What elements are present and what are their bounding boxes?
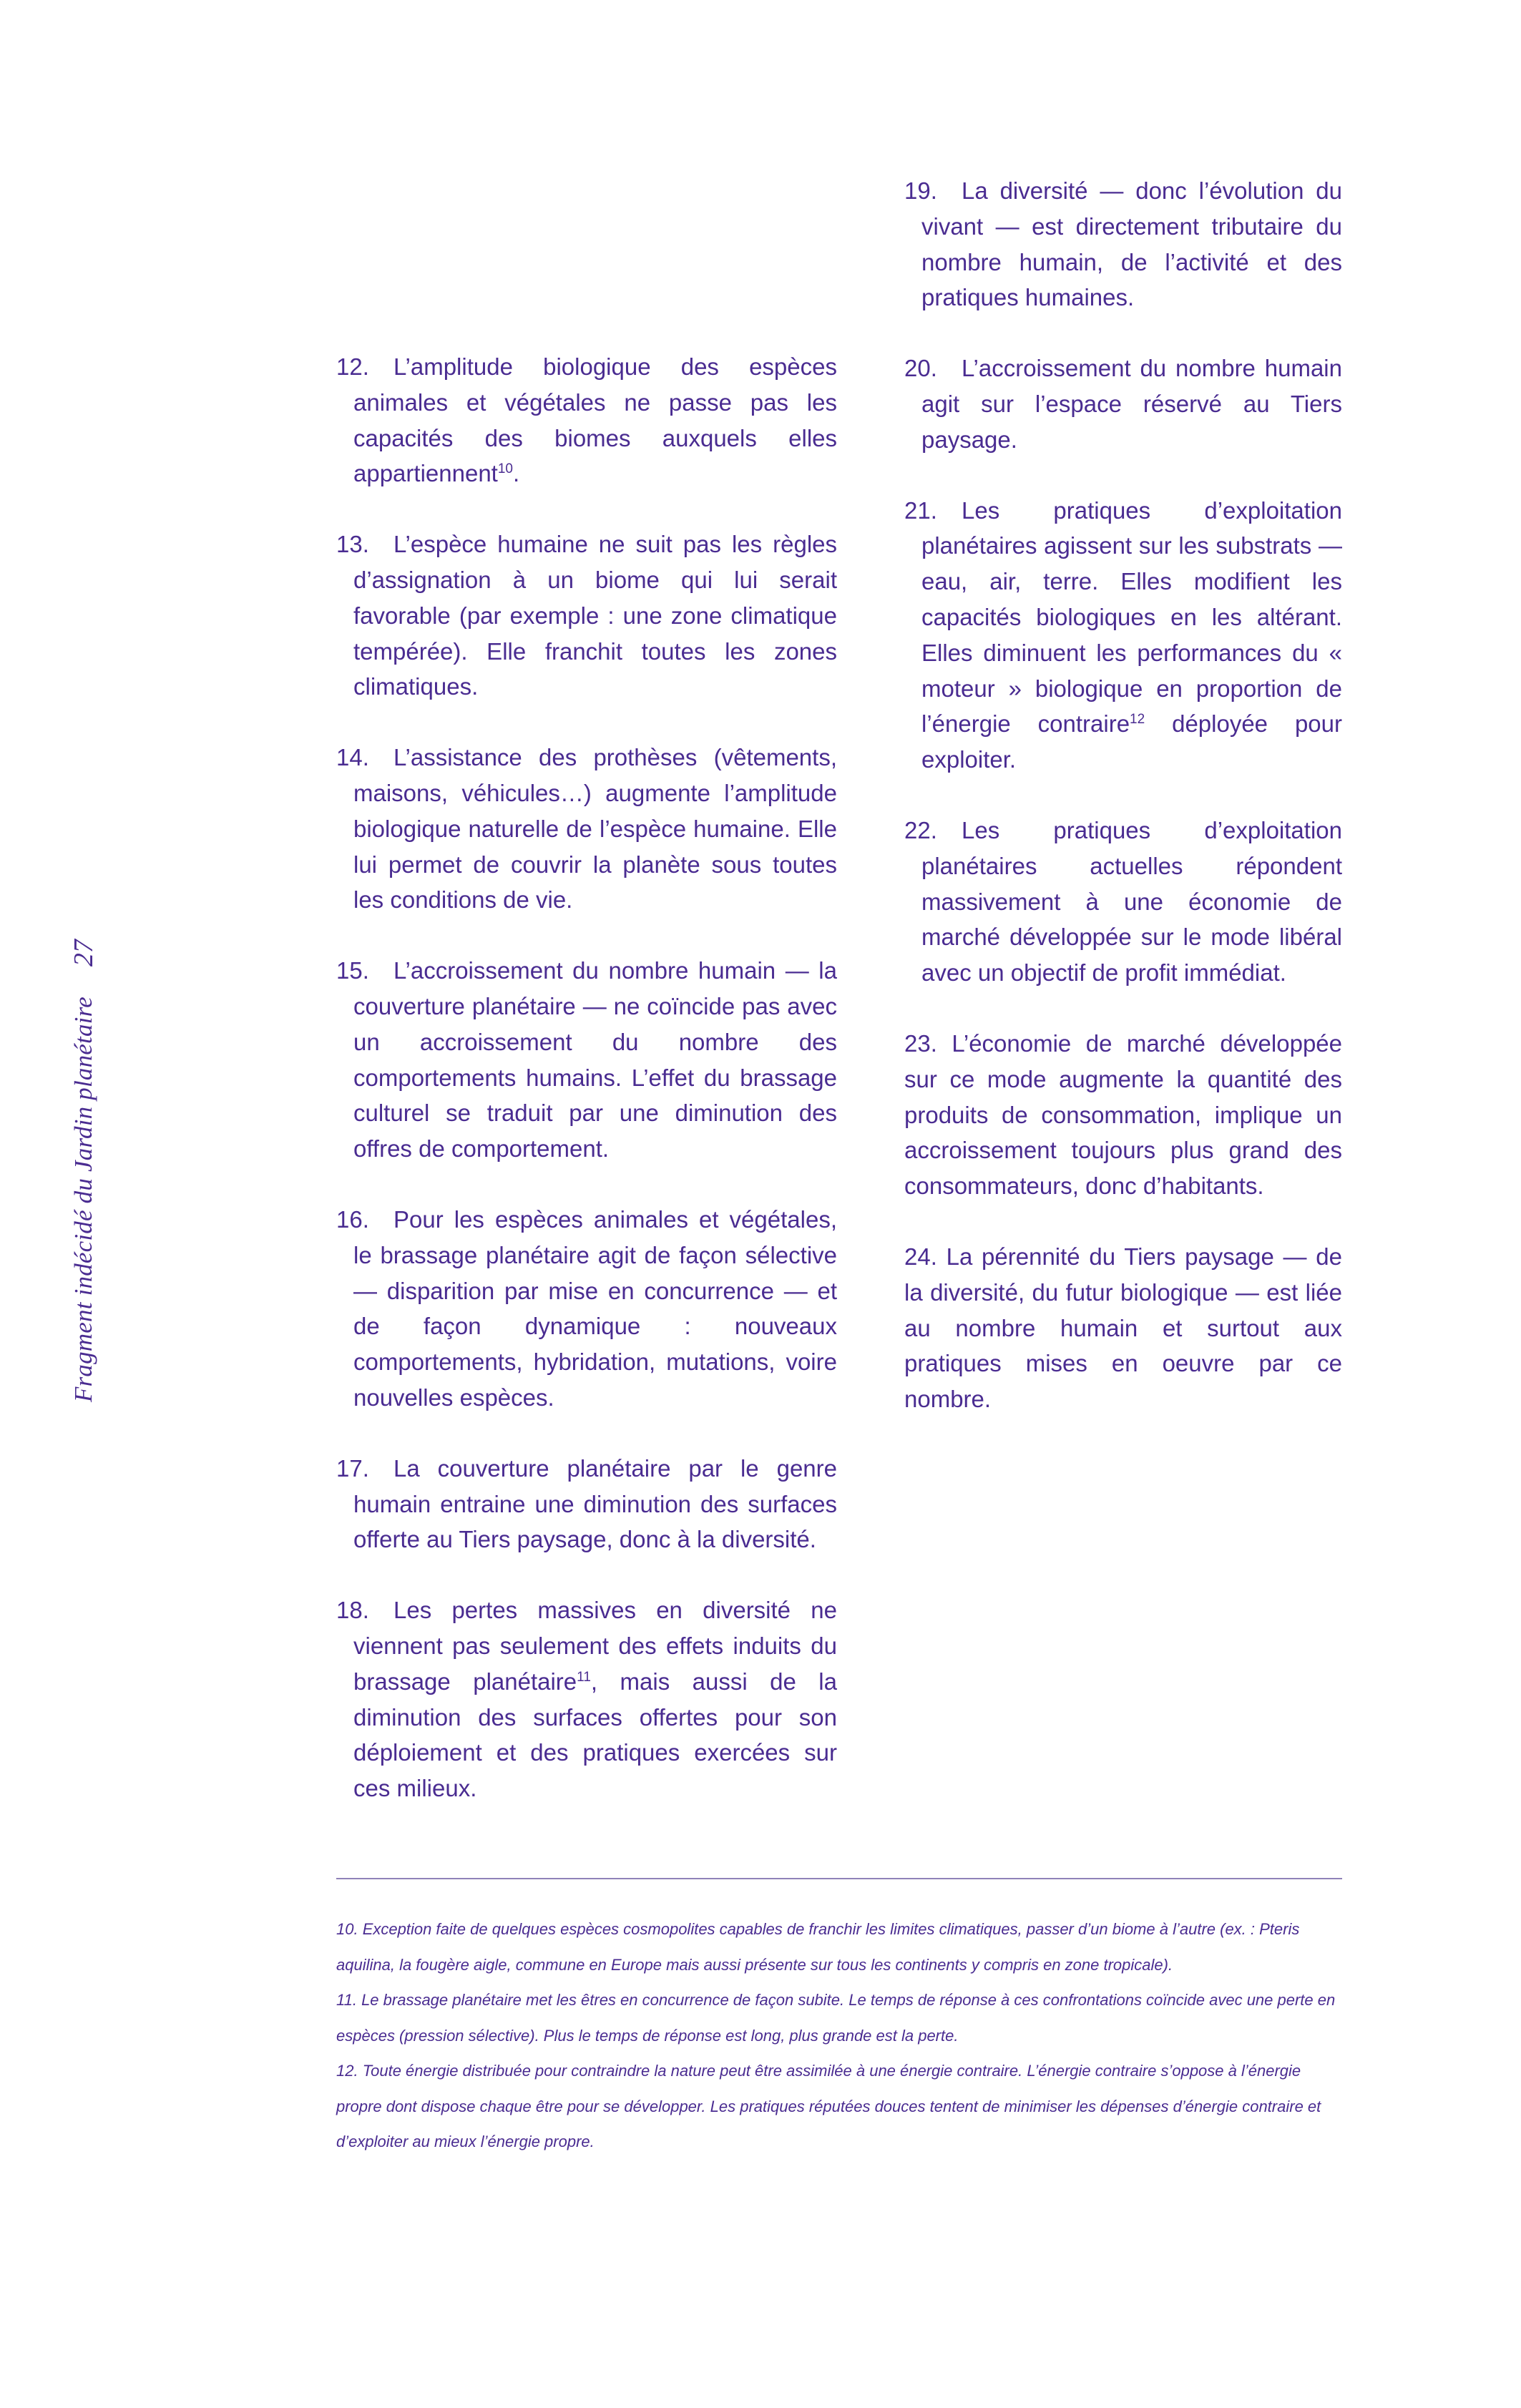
paragraph-text: L’accroissement du nombre humain — la couverture planétaire — ne coïncide pas avec un accroissement du nombre des comportements humains. L’effet du brassage culturel se traduit par une diminution des offres de comportement. xyxy=(353,957,837,1163)
paragraph-text: Les pratiques d’exploitation planétaires actuelles répondent massivement à une économie de marché développée sur le mode libéral avec un objectif de profit immédiat. xyxy=(921,816,1342,987)
numbered-paragraph xyxy=(904,813,1342,991)
footnote-12: 12. Toute énergie distribuée pour contraindre la nature peut être assimilée à une énergie contraire. L’énergie contraire s’oppose à l’énergie propre dont dispose chaque être pour se développer. Les pratiques réputées douces tentent de minimiser les dépenses d’énergie contraire et d’exploiter au mieux l’énergie propre. xyxy=(336,2062,1321,2150)
paragraph-number: 19. xyxy=(904,177,937,204)
paragraph-number: 13. xyxy=(336,531,369,558)
running-header-vertical xyxy=(52,901,116,1402)
paragraph-number: 16. xyxy=(336,1205,369,1233)
numbered-paragraph xyxy=(336,1451,837,1557)
paragraph-text: L’assistance des prothèses (vêtements, maisons, véhicules…) augmente l’amplitude biologique naturelle de l’espèce humaine. Elle lui permet de couvrir la planète sous toutes les conditions de vie. xyxy=(353,744,837,914)
paragraph-number: 20. xyxy=(904,355,937,382)
paragraph-number: 18. xyxy=(336,1597,369,1624)
numbered-paragraph xyxy=(336,349,837,491)
book-title: Fragment indécidé du Jardin planétaire xyxy=(69,997,97,1402)
page-number: 27 xyxy=(69,939,99,967)
footnote-10: 10. Exception faite de quelques espèces cosmopolites capables de franchir les limites climatiques, passer d’un biome à l’autre (ex. : Pteris aquilina, la fougère aigle, commune en Europe mais aussi présente sur tous les continents y compris en zone tropicale). xyxy=(336,1920,1300,1974)
footnote-11: 11. Le brassage planétaire met les êtres en concurrence de façon subite. Le temps de réponse à ces confrontations coïncide avec une perte en espèces (pression sélective). Plus le temps de réponse est long, plus grande est la perte. xyxy=(336,1991,1336,2045)
numbered-paragraph xyxy=(904,1026,1342,1204)
left-column xyxy=(336,349,837,1841)
numbered-paragraph xyxy=(904,173,1342,315)
paragraph-text-end: , mais aussi de la diminution des surfaces offertes pour son déploiement et des pratiques exercées sur ces milieux. xyxy=(353,1668,837,1802)
paragraph-text-end: déployée pour exploiter. xyxy=(921,710,1342,773)
paragraph-text: Pour les espèces animales et végétales, le brassage planétaire agit de façon sélective — disparition par mise en concurrence — et de façon dynamique : nouveaux comportements, hybridation, mutations, voire nouvelles espèces. xyxy=(353,1205,837,1411)
paragraph-text: La couverture planétaire par le genre humain entraine une diminution des surfaces offerte au Tiers paysage, donc à la diversité. xyxy=(353,1454,837,1553)
numbered-paragraph xyxy=(336,740,837,918)
paragraph-text: L’accroissement du nombre humain agit sur l’espace réservé au Tiers paysage. xyxy=(921,355,1342,453)
paragraph-text: L’économie de marché développée sur ce mode augmente la quantité des produits de consommation, implique un accroissement toujours plus grand des consommateurs, donc d’habitants. xyxy=(904,1029,1343,1200)
paragraph-number: 21. xyxy=(904,496,937,524)
footnote-ref[interactable]: 10 xyxy=(497,461,513,477)
numbered-paragraph xyxy=(904,1239,1342,1417)
paragraph-number: 17. xyxy=(336,1454,369,1482)
numbered-paragraph xyxy=(904,351,1342,457)
paragraph-number: 15. xyxy=(336,957,369,984)
numbered-paragraph xyxy=(336,1592,837,1806)
paragraph-text: La diversité — donc l’évolution du vivant — est directement tributaire du nombre humain, de l’activité et des pratiques humaines. xyxy=(921,177,1342,311)
numbered-paragraph xyxy=(904,493,1342,778)
paragraph-number: 22. xyxy=(904,816,937,843)
paragraph-text: L’amplitude biologique des espèces animales et végétales ne passe pas les capacités des biomes auxquels elles appartiennent xyxy=(353,353,837,487)
paragraph-text: Les pratiques d’exploitation planétaires agissent sur les substrats — eau, air, terre. Elles modifient les capacités biologiques en les altérant. Elles diminuent les performances du « moteur » biologique en proportion de l’énergie contraire xyxy=(921,496,1342,738)
paragraph-number: 24. xyxy=(904,1243,937,1270)
numbered-paragraph xyxy=(336,527,837,705)
right-column xyxy=(904,173,1342,1452)
paragraph-number: 12. xyxy=(336,353,369,380)
footnote-ref[interactable]: 11 xyxy=(577,1669,591,1685)
footnote-ref[interactable]: 12 xyxy=(1130,712,1145,728)
footnote-divider xyxy=(336,1878,1342,1879)
numbered-paragraph xyxy=(336,1202,837,1416)
footnotes xyxy=(336,1912,1342,2160)
paragraph-number: 14. xyxy=(336,744,369,771)
paragraph-text-end: . xyxy=(512,460,520,487)
paragraph-text: L’espèce humaine ne suit pas les règles d’assignation à un biome qui lui serait favorable (par exemple : une zone climatique tempérée). Elle franchit toutes les zones climatiques. xyxy=(353,531,837,700)
paragraph-text: La pérennité du Tiers paysage — de la diversité, du futur biologique — est liée au nombre humain et surtout aux pratiques mises en oeuvre par ce nombre. xyxy=(904,1243,1342,1413)
paragraph-text: Les pertes massives en diversité ne viennent pas seulement des effets induits du brassage planétaire xyxy=(353,1597,837,1695)
paragraph-number: 23. xyxy=(904,1029,937,1057)
numbered-paragraph xyxy=(336,953,837,1167)
